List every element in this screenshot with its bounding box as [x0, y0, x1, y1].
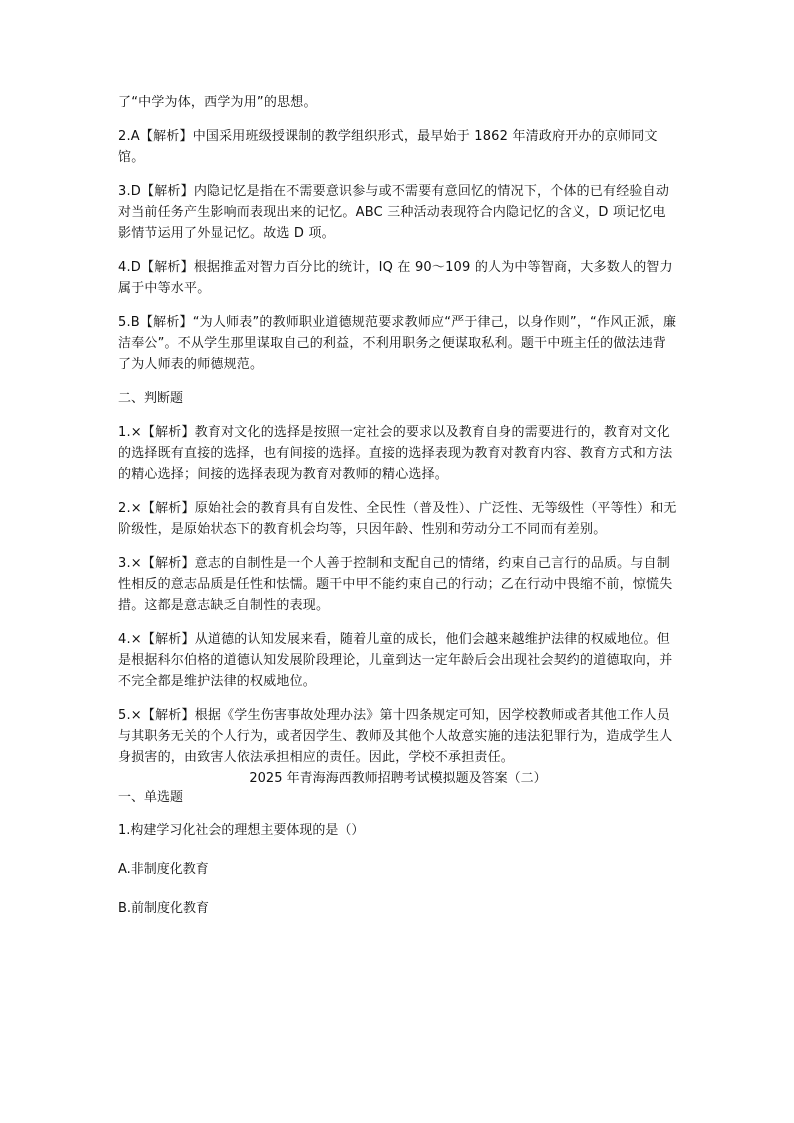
document-title: 2025 年青海海西教师招聘考试模拟题及答案（二）: [249, 771, 547, 786]
paragraph: 2.×【解析】原始社会的教育具有自发性、全民性（普及性）、广泛性、无等级性（平等性）和无阶级性，是原始状态下的教育机会均等，只因年龄、性别和劳动分工不同而有差别。: [118, 501, 677, 537]
paragraph: 5.B【解析】“为人师表”的教师职业道德规范要求教师应“严于律己，以身作则”，“作风正派，廉洁奉公”。不从学生那里谋取自己的利益，不利用职务之便谋取私利。题干中班主任的做法违背了为人师表的师德规范。: [118, 315, 677, 372]
paragraph: 1.×【解析】教育对文化的选择是按照一定社会的要求以及教育自身的需要进行的，教育对文化的选择既有直接的选择，也有间接的选择。直接的选择表现为教育对教育内容、教育方式和方法的精心选择；间接的选择表现为教育对教师的精心选择。: [118, 425, 673, 482]
option-a: A.非制度化教育: [118, 862, 209, 877]
question-text: 1.构建学习化社会的理想主要体现的是（）: [118, 823, 365, 838]
paragraph: 3.×【解析】意志的自制性是一个人善于控制和支配自己的情绪，约束自己言行的品质。与自制性相反的意志品质是任性和怯懦。题干中甲不能约束自己的行动；乙在行动中畏缩不前，惊慌失措。这都是意志缺乏自制性的表现。: [118, 556, 673, 613]
paragraph: 5.×【解析】根据《学生伤害事故处理办法》第十四条规定可知，因学校教师或者其他工作人员与其职务无关的个人行为，或者因学生、教师及其他个人故意实施的违法犯罪行为，造成学生人身损害的，由致害人依法承担相应的责任。因此，学校不承担责任。: [118, 708, 673, 765]
document-page: [118, 92, 678, 937]
section-heading: 二、判断题: [118, 391, 184, 406]
section-heading: 一、单选题: [118, 790, 184, 805]
paragraph: 3.D【解析】内隐记忆是指在不需要意识参与或不需要有意回忆的情况下，个体的已有经验自动对当前任务产生影响而表现出来的记忆。ABC 三种活动表现符合内隐记忆的含义，D 项记忆电影情节运用了外显记忆。故选 D 项。: [118, 184, 670, 241]
paragraph: 4.×【解析】从道德的认知发展来看，随着儿童的成长，他们会越来越维护法律的权威地位。但是根据科尔伯格的道德认知发展阶段理论，儿童到达一定年龄后会出现社会契约的道德取向，并不完全都是维护法律的权威地位。: [118, 632, 673, 689]
paragraph: 2.A【解析】中国采用班级授课制的教学组织形式，最早始于 1862 年清政府开办的京师同文馆。: [118, 129, 658, 165]
paragraph: 了“中学为体，西学为用”的思想。: [118, 95, 317, 110]
paragraph: 4.D【解析】根据推孟对智力百分比的统计，IQ 在 90～109 的人为中等智商，大多数人的智力属于中等水平。: [118, 260, 673, 296]
option-b: B.前制度化教育: [118, 901, 210, 916]
